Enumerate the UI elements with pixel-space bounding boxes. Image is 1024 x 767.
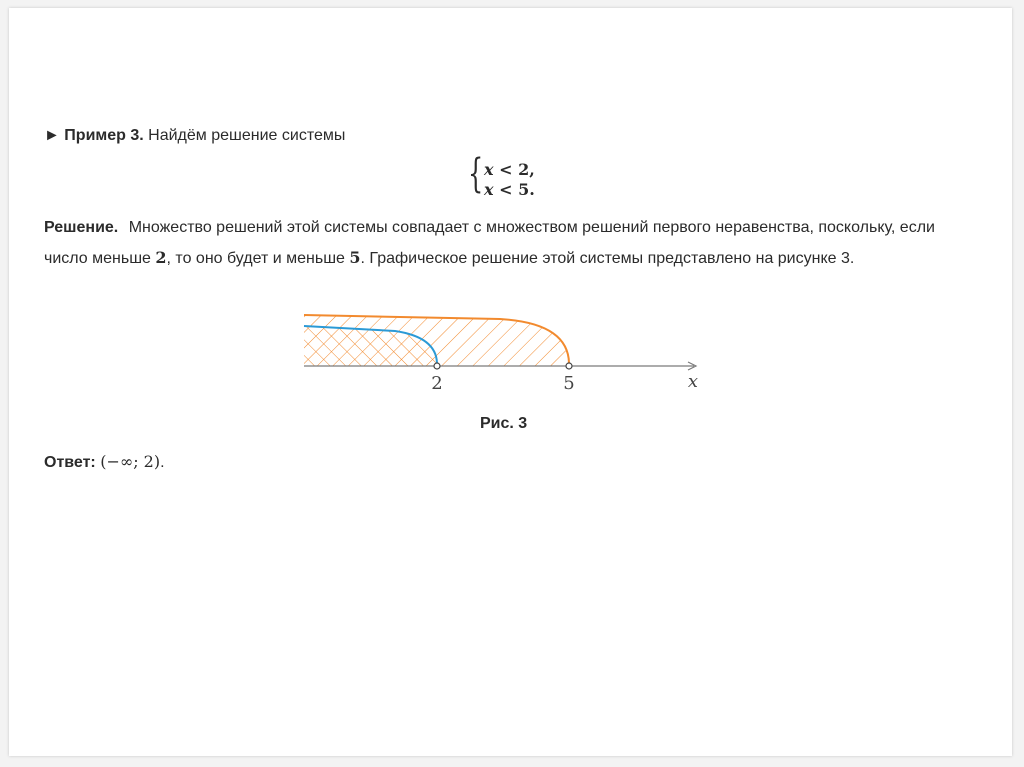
point-label-5: 5 <box>563 373 575 394</box>
solution-paragraph <box>44 213 964 274</box>
system-line-2-var: x <box>484 180 494 199</box>
example-title: Пример 3. <box>64 127 144 144</box>
axis-label-x: x <box>687 371 699 392</box>
solution-number-2: 2 <box>155 248 167 267</box>
system-line-2-rest: < 5. <box>493 180 535 199</box>
answer-value: (−∞; 2) <box>100 452 161 471</box>
solution-text-3: . Графическое решение этой системы представлено на рисунке 3. <box>360 250 855 267</box>
solution-text-2: , то оно будет и меньше <box>166 250 350 267</box>
system-line-1-rest: < 2, <box>493 160 535 179</box>
example-heading <box>44 126 345 146</box>
open-point-5 <box>566 363 572 369</box>
solution-label: Решение. <box>44 219 119 236</box>
answer-line <box>44 452 165 472</box>
play-icon: ► <box>44 127 60 144</box>
system-line-1-var: x <box>484 160 494 179</box>
system-brace: { <box>468 151 484 197</box>
figure-caption: Рис. 3 <box>480 415 528 432</box>
answer-suffix: . <box>160 454 165 471</box>
open-point-2 <box>434 363 440 369</box>
point-label-2: 2 <box>431 373 443 394</box>
number-line-figure <box>300 305 720 397</box>
system-line-1 <box>484 160 535 179</box>
solution-text-1: Множество решений этой системы совпадает с множеством решений первого неравенства, поскольку, если число меньше <box>44 219 935 267</box>
answer-label: Ответ: <box>44 454 96 471</box>
example-text: Найдём решение системы <box>148 127 346 144</box>
system-line-2 <box>484 180 535 199</box>
solution-number-5: 5 <box>349 248 361 267</box>
